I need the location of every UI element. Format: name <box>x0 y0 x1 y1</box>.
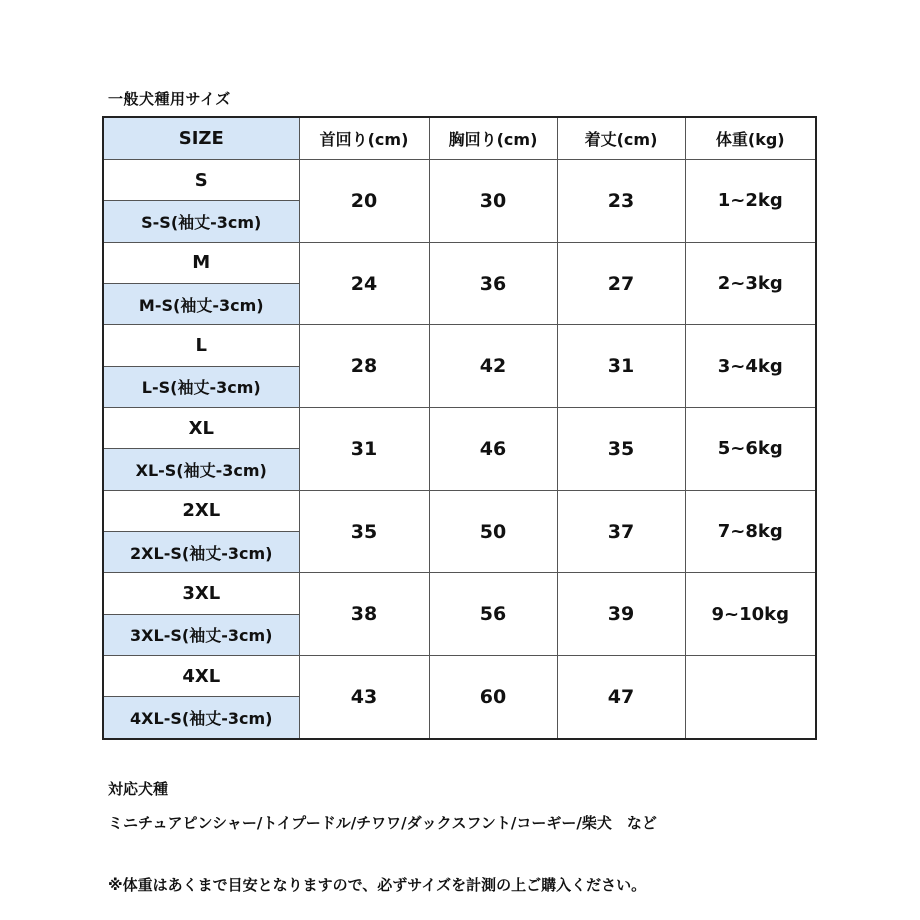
header-length: 着丈(cm) <box>557 117 685 160</box>
neck-value: 35 <box>299 490 429 573</box>
length-value: 23 <box>557 160 685 243</box>
size-short-sleeve-label: 3XL-S(袖丈-3cm) <box>103 614 299 655</box>
chest-value: 30 <box>429 160 557 243</box>
weight-value: 3~4kg <box>685 325 816 408</box>
length-value: 37 <box>557 490 685 573</box>
length-value: 39 <box>557 573 685 656</box>
header-chest: 胸回り(cm) <box>429 117 557 160</box>
table-row <box>103 408 816 449</box>
page-title: 一般犬種用サイズ <box>108 90 231 108</box>
chest-value: 60 <box>429 656 557 739</box>
chest-value: 36 <box>429 242 557 325</box>
size-short-sleeve-label: 2XL-S(袖丈-3cm) <box>103 532 299 573</box>
length-value: 27 <box>557 242 685 325</box>
chest-value: 42 <box>429 325 557 408</box>
table-row <box>103 656 816 697</box>
header-neck: 首回り(cm) <box>299 117 429 160</box>
size-short-sleeve-label: L-S(袖丈-3cm) <box>103 366 299 407</box>
header-weight: 体重(kg) <box>685 117 816 160</box>
neck-value: 38 <box>299 573 429 656</box>
size-table <box>102 116 817 740</box>
neck-value: 43 <box>299 656 429 739</box>
chest-value: 56 <box>429 573 557 656</box>
size-short-sleeve-label: XL-S(袖丈-3cm) <box>103 449 299 490</box>
weight-note: ※体重はあくまで目安となりますので、必ずサイズを計測の上ご購入ください。 <box>108 876 647 894</box>
neck-value: 20 <box>299 160 429 243</box>
table-row <box>103 573 816 614</box>
size-short-sleeve-label: S-S(袖丈-3cm) <box>103 201 299 242</box>
table-row <box>103 325 816 366</box>
header-row <box>103 117 816 160</box>
neck-value: 31 <box>299 408 429 491</box>
compatible-breeds-list: ミニチュアピンシャー/トイプードル/チワワ/ダックスフント/コーギー/柴犬 など <box>108 814 657 832</box>
size-label: XL <box>103 408 299 449</box>
weight-value <box>685 656 816 739</box>
weight-value: 9~10kg <box>685 573 816 656</box>
length-value: 35 <box>557 408 685 491</box>
length-value: 47 <box>557 656 685 739</box>
weight-value: 2~3kg <box>685 242 816 325</box>
chest-value: 46 <box>429 408 557 491</box>
size-label: 3XL <box>103 573 299 614</box>
size-label: 2XL <box>103 490 299 531</box>
header-size: SIZE <box>103 117 299 160</box>
table-row <box>103 242 816 283</box>
length-value: 31 <box>557 325 685 408</box>
chest-value: 50 <box>429 490 557 573</box>
weight-value: 7~8kg <box>685 490 816 573</box>
table-row <box>103 490 816 531</box>
size-label: M <box>103 242 299 283</box>
compatible-breeds-label: 対応犬種 <box>108 780 169 798</box>
size-label: L <box>103 325 299 366</box>
weight-value: 1~2kg <box>685 160 816 243</box>
neck-value: 24 <box>299 242 429 325</box>
weight-value: 5~6kg <box>685 408 816 491</box>
table-row <box>103 160 816 201</box>
size-label: S <box>103 160 299 201</box>
size-short-sleeve-label: M-S(袖丈-3cm) <box>103 284 299 325</box>
size-label: 4XL <box>103 656 299 697</box>
size-short-sleeve-label: 4XL-S(袖丈-3cm) <box>103 697 299 739</box>
neck-value: 28 <box>299 325 429 408</box>
